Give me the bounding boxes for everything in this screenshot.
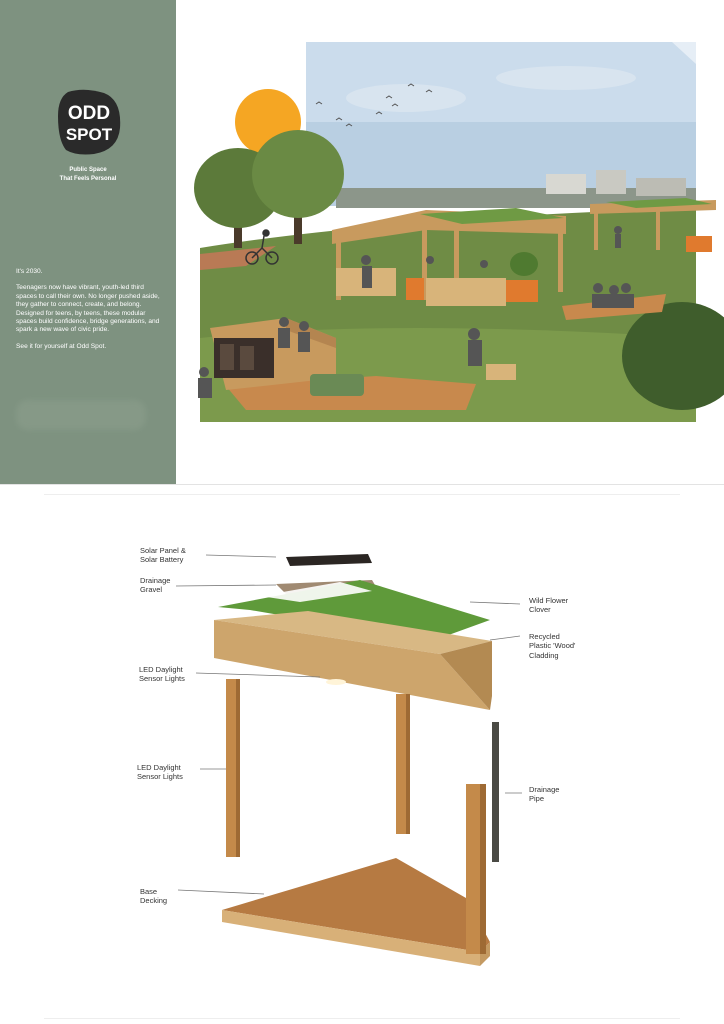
label-led-lights-post: LED Daylight Sensor Lights (137, 763, 183, 782)
drainage-pipe (492, 722, 499, 862)
exploded-structure (0, 490, 724, 1024)
intro-body: Teenagers now have vibrant, youth-led third spaces to call their own. No longer pushed aside, they gather to connect, create, and belong. Designed for teens, by teens, these modular spaces build confidence, bridge generations, and spark a new wave of civic pride. (16, 284, 160, 334)
top-panel (0, 0, 724, 484)
solar-panel (286, 554, 372, 566)
intro-cta: See it for yourself at Odd Spot. (16, 342, 107, 350)
label-led-lights-top: LED Daylight Sensor Lights (139, 665, 185, 684)
sidebar (0, 0, 176, 484)
label-cladding: Recycled Plastic 'Wood' Cladding (529, 632, 576, 660)
label-wild-flower: Wild Flower Clover (529, 596, 569, 615)
label-solar-panel: Solar Panel & Solar Battery (140, 546, 186, 565)
label-drainage-gravel: Drainage Gravel (140, 576, 171, 595)
logo-text-odd: ODD (67, 103, 111, 124)
park-scene-illustration (186, 38, 724, 428)
bottom-rule (44, 1018, 680, 1019)
tagline-line-2: That Feels Personal (59, 176, 117, 182)
intro-heading: It's 2030. (16, 268, 43, 275)
section-divider (0, 484, 724, 485)
wood-stump-seat (486, 364, 516, 380)
logo-text-spot: SPOT (65, 125, 113, 144)
label-drainage-pipe: Drainage Pipe (529, 785, 560, 804)
exploded-diagram (0, 490, 724, 1024)
green-ottoman (310, 374, 364, 396)
intro-text (16, 268, 162, 359)
decorative-smudge (16, 400, 146, 430)
odd-spot-logo (54, 88, 124, 158)
tagline-line-1: Public Space (69, 167, 107, 173)
label-base-decking: Base Decking (140, 887, 168, 906)
tagline (20, 166, 156, 184)
